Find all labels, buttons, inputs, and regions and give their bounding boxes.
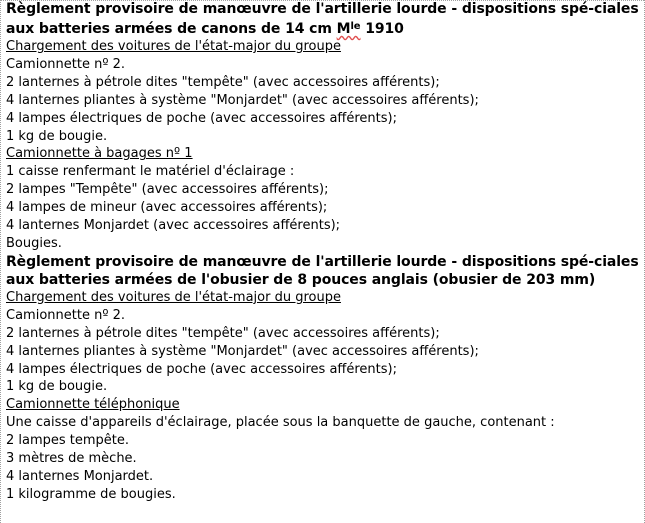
list-item: 2 lampes tempête. <box>6 433 130 449</box>
section-1-title: Règlement provisoire de manœuvre de l'artillerie lourde - dispositions spé-ciales aux batteries armées de canons de 14 cm $M^{le}$ 1910 <box>6 1 639 37</box>
list-item: 4 lanternes pliantes à système "Monjardet" (avec accessoires afférents); <box>6 92 479 108</box>
section-1-group-2-heading: Camionnette à bagages nº 1 <box>6 146 193 162</box>
list-item: 4 lanternes Monjardet (avec accessoires afférents); <box>6 218 341 234</box>
list-item: 1 kg de bougie. <box>6 128 108 144</box>
section-2-title: Règlement provisoire de manœuvre de l'artillerie lourde - dispositions spé-ciales aux batteries armées de l'obusier de 8 pouces anglais (obusier de 203 mm) <box>6 253 639 288</box>
list-item: 4 lampes de mineur (avec accessoires afférents); <box>6 200 328 216</box>
list-item: 1 kilogramme de bougies. <box>6 486 176 502</box>
spellcheck-flagged-abbreviation[interactable]: $M^{le}$ <box>336 21 361 37</box>
list-item: 4 lampes électriques de poche (avec accessoires afférents); <box>6 361 397 377</box>
list-item: Une caisse d'appareils d'éclairage, placée sous la banquette de gauche, contenant : <box>6 415 555 431</box>
list-item: Camionnette nº 2. <box>6 56 125 72</box>
list-item: 2 lanternes à pétrole dites "tempête" (avec accessoires afférents); <box>6 74 440 90</box>
list-item: 4 lanternes pliantes à système "Monjardet" (avec accessoires afférents); <box>6 343 479 359</box>
list-item: 4 lampes électriques de poche (avec accessoires afférents); <box>6 110 397 126</box>
section-2-group-1-heading: Chargement des voitures de l'état-major du groupe <box>6 289 341 305</box>
list-item: Bougies. <box>6 235 62 251</box>
list-item: 2 lampes "Tempête" (avec accessoires afférents); <box>6 182 329 198</box>
list-item: 2 lanternes à pétrole dites "tempête" (avec accessoires afférents); <box>6 325 440 341</box>
list-item: 1 caisse renfermant le matériel d'éclairage : <box>6 164 295 180</box>
section-2-group-2-heading: Camionnette téléphonique <box>6 397 180 413</box>
list-item: 3 mètres de mèche. <box>6 451 137 467</box>
list-item: 4 lanternes Monjardet. <box>6 468 154 484</box>
section-1-title-text: Règlement provisoire de manœuvre de l'artillerie lourde - dispositions spé-ciales aux batteries armées de canons de 14 cm <box>6 1 639 37</box>
list-item: Camionnette nº 2. <box>6 307 125 323</box>
section-1-group-1-heading: Chargement des voitures de l'état-major du groupe <box>6 39 341 54</box>
list-item: 1 kg de bougie. <box>6 379 108 395</box>
